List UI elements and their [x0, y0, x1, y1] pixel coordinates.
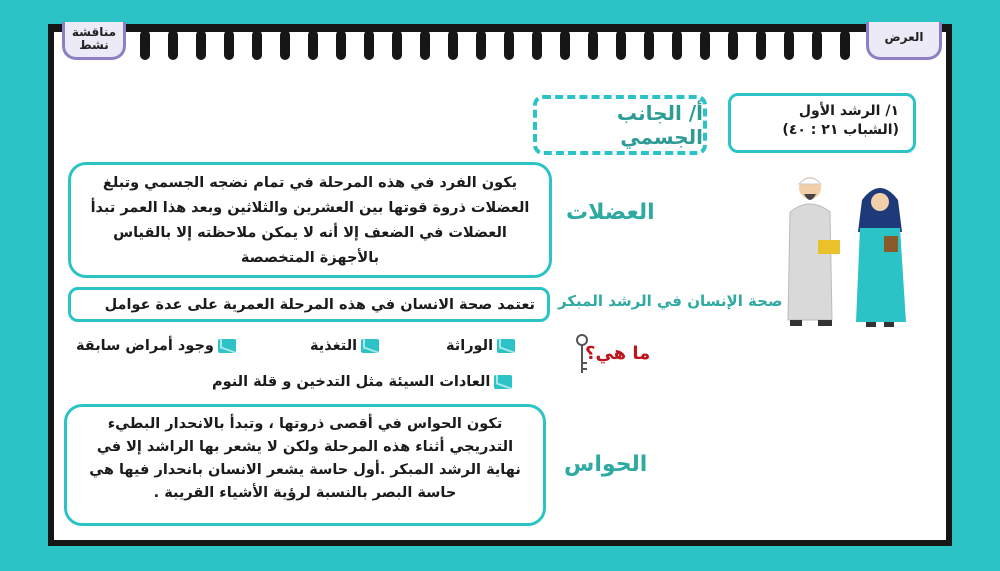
binding-ring [224, 30, 234, 60]
active-discussion-tab[interactable]: مناقشة نشط [62, 22, 126, 60]
binding-ring [644, 30, 654, 60]
stage-age-range: (الشباب ٢١ : ٤٠) [782, 122, 899, 138]
binding-ring [336, 30, 346, 60]
question-prompt: ما هي؟ [585, 343, 651, 364]
senses-label: الحواس [564, 452, 648, 477]
binding-ring [756, 30, 766, 60]
binding-ring [168, 30, 178, 60]
check-icon [361, 339, 379, 353]
factor-item: الوراثة [446, 338, 515, 354]
binding-ring [588, 30, 598, 60]
binding-ring [616, 30, 626, 60]
binding-ring [672, 30, 682, 60]
binding-ring [140, 30, 150, 60]
muscles-text-box [68, 162, 552, 278]
binding-ring [504, 30, 514, 60]
binding-ring [252, 30, 262, 60]
factor-item: وجود أمراض سابقة [76, 338, 236, 354]
binding-ring [728, 30, 738, 60]
key-icon [575, 333, 589, 377]
binding-ring [364, 30, 374, 60]
binding-ring [784, 30, 794, 60]
binding-ring [532, 30, 542, 60]
check-icon [494, 375, 512, 389]
stage-title-box [728, 93, 916, 153]
man-figure [788, 177, 840, 326]
binding-ring [448, 30, 458, 60]
section-heading: أ/ الجانب الجسمي [533, 95, 707, 155]
binding-ring [840, 30, 850, 60]
binding-ring [476, 30, 486, 60]
binding-ring [392, 30, 402, 60]
factor-item: العادات السيئة مثل التدخين و قلة النوم [212, 374, 512, 390]
people-illustration [770, 172, 920, 332]
health-text: تعتمد صحة الانسان في هذه المرحلة العمرية على عدة عوامل [104, 297, 535, 313]
presentation-tab[interactable]: العرض [866, 22, 942, 60]
woman-figure [856, 188, 906, 327]
check-icon [497, 339, 515, 353]
binding-ring [560, 30, 570, 60]
stage-title: ١/ الرشد الأول [798, 103, 899, 119]
binding-ring [812, 30, 822, 60]
health-label: صحة الإنسان في الرشد المبكر [558, 292, 783, 310]
binding-ring [280, 30, 290, 60]
binding-ring [308, 30, 318, 60]
binding-ring [420, 30, 430, 60]
binding-ring [700, 30, 710, 60]
senses-text: تكون الحواس في أقصى ذروتها ، وتبدأ بالانحدار البطيء التدريجي أثناء هذه المرحلة ولكن لا يشعر بها الراشد إلا في نهاية الرشد المبكر .أول حاسة يشعر الانسان بانحدار فيها هي حاسة البصر بالنسبة لرؤية الأشياء القريبة . [89, 416, 521, 501]
factor-item: التغذية [310, 338, 379, 354]
binding-ring [196, 30, 206, 60]
muscles-label: العضلات [566, 200, 655, 225]
muscles-text: يكون الفرد في هذه المرحلة في تمام نضجه الجسمي وتبلغ العضلات ذروة قوتها بين العشرين والثلاثين وبعد هذا العمر تبدأ العضلات في الضعف إلا أنه لا يمكن ملاحظته إلا بالقياس بالأجهزة المتخصصة [90, 175, 530, 266]
senses-text-box [64, 404, 546, 526]
check-icon [218, 339, 236, 353]
health-text-box [68, 287, 550, 322]
spiral-binding [140, 30, 870, 66]
